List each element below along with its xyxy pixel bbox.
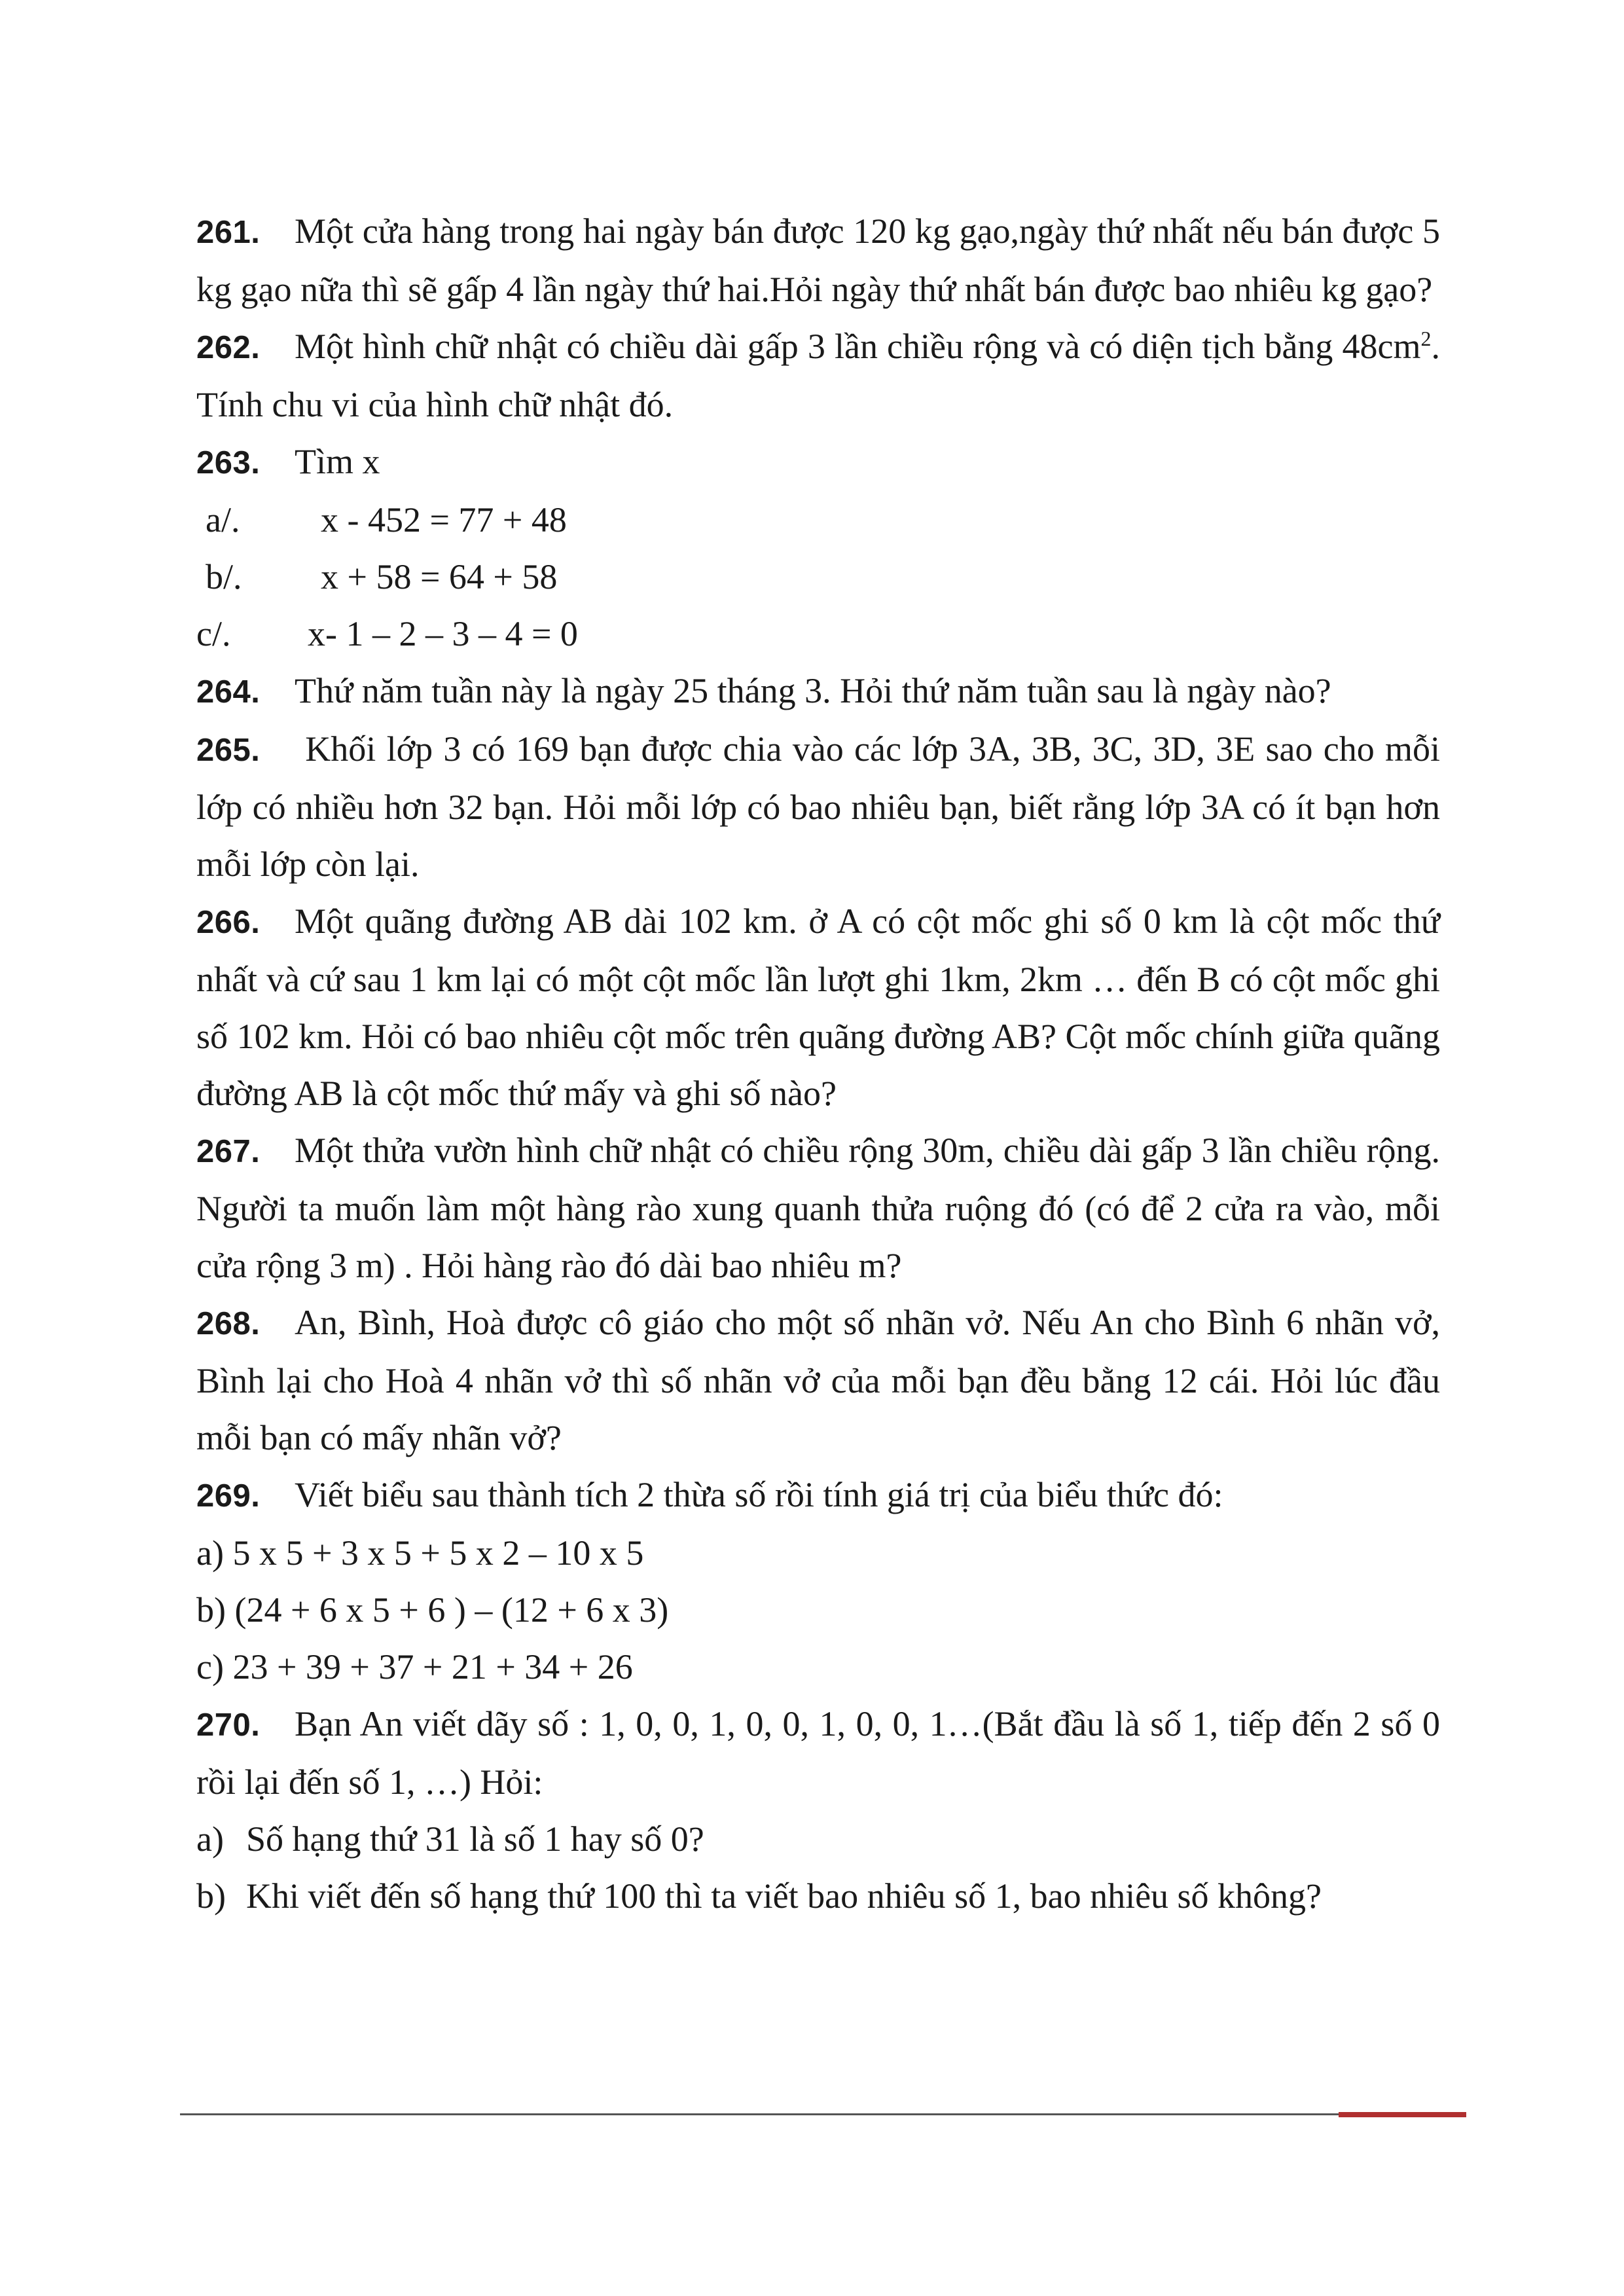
problem-263 xyxy=(196,433,1440,492)
problem-268 xyxy=(196,1294,1440,1467)
question-label: a) xyxy=(196,1819,224,1859)
problem-267 xyxy=(196,1122,1440,1294)
problem-266 xyxy=(196,893,1440,1122)
problem-number: 267. xyxy=(196,1134,261,1169)
question-b xyxy=(196,1868,1440,1925)
problem-text: Một cửa hàng trong hai ngày bán được 120 kg gạo,ngày thứ nhất nếu bán được 5 kg gạo nữa thì sẽ gấp 4 lần ngày thứ hai.Hỏi ngày thứ nhất bán được bao nhiêu kg gạo? xyxy=(196,211,1440,309)
problem-text: Tìm x xyxy=(295,442,380,481)
sub-label: b/. xyxy=(206,557,242,596)
expression-c: c) 23 + 39 + 37 + 21 + 34 + 26 xyxy=(196,1647,633,1686)
sub-label: c/. xyxy=(196,614,231,653)
problem-number: 263. xyxy=(196,445,261,481)
problem-269 xyxy=(196,1467,1440,1525)
problem-number: 261. xyxy=(196,215,261,250)
question-label: b) xyxy=(196,1876,226,1916)
problem-text: Viết biểu sau thành tích 2 thừa số rồi tính giá trị của biểu thức đó: xyxy=(295,1475,1223,1514)
question-text: Số hạng thứ 31 là số 1 hay số 0? xyxy=(246,1819,704,1859)
problem-text: Khối lớp 3 có 169 bạn được chia vào các lớp 3A, 3B, 3C, 3D, 3E sao cho mỗi lớp có nhiều hơn 32 bạn. Hỏi mỗi lớp có bao nhiêu bạn, biết rằng lớp 3A có ít bạn hơn mỗi lớp còn lại. xyxy=(196,729,1440,884)
question-text: Khi viết đến số hạng thứ 100 thì ta viết bao nhiêu số 1, bao nhiêu số không? xyxy=(246,1876,1322,1916)
problem-text-after: . Tính chu vi của hình chữ nhật đó. xyxy=(196,327,1440,424)
problem-number: 264. xyxy=(196,674,261,710)
problem-number: 270. xyxy=(196,1707,261,1743)
problem-number: 266. xyxy=(196,905,261,940)
sub-item-c xyxy=(196,606,1440,663)
superscript: 2 xyxy=(1420,327,1432,350)
sub-item-a xyxy=(196,492,1440,549)
problem-265 xyxy=(196,721,1440,893)
sub-label: a/. xyxy=(206,500,240,539)
problem-number: 268. xyxy=(196,1306,261,1341)
sub-item-b xyxy=(196,549,1440,606)
question-a xyxy=(196,1811,1440,1868)
footer-accent-bar xyxy=(1339,2112,1466,2117)
sub-expression: x- 1 – 2 – 3 – 4 = 0 xyxy=(308,614,578,653)
problem-270 xyxy=(196,1696,1440,1811)
problem-number: 265. xyxy=(196,733,261,768)
problem-text: Bạn An viết dãy số : 1, 0, 0, 1, 0, 0, 1, 0, 0, 1…(Bắt đầu là số 1, tiếp đến 2 số 0 rồi lại đến số 1, …) Hỏi: xyxy=(196,1704,1440,1802)
problem-text: Thứ năm tuần này là ngày 25 tháng 3. Hỏi thứ năm tuần sau là ngày nào? xyxy=(295,671,1331,710)
expression-b: b) (24 + 6 x 5 + 6 ) – (12 + 6 x 3) xyxy=(196,1590,669,1630)
problem-number: 262. xyxy=(196,330,261,365)
problem-264 xyxy=(196,663,1440,721)
problem-text: Một quãng đường AB dài 102 km. ở A có cột mốc ghi số 0 km là cột mốc thứ nhất và cứ sau 1 km lại có một cột mốc lần lượt ghi 1km, 2km … đến B có cột mốc ghi số 102 km. Hỏi có bao nhiêu cột mốc trên quãng đường AB? Cột mốc chính giữa quãng đường AB là cột mốc thứ mấy và ghi số nào? xyxy=(196,902,1440,1113)
problem-text: Một hình chữ nhật có chiều dài gấp 3 lần chiều rộng và có diện tịch bằng 48cm xyxy=(295,327,1421,366)
document-page xyxy=(196,203,1440,1925)
expression-a: a) 5 x 5 + 3 x 5 + 5 x 2 – 10 x 5 xyxy=(196,1533,644,1573)
problem-text: An, Bình, Hoà được cô giáo cho một số nhãn vở. Nếu An cho Bình 6 nhãn vở, Bình lại cho Hoà 4 nhãn vở thì số nhãn vở của mỗi bạn đều bằng 12 cái. Hỏi lúc đầu mỗi bạn có mấy nhãn vở? xyxy=(196,1303,1440,1457)
sub-expression: x + 58 = 64 + 58 xyxy=(321,557,558,596)
problem-number: 269. xyxy=(196,1478,261,1514)
problem-262 xyxy=(196,318,1440,433)
problem-261 xyxy=(196,203,1440,318)
footer-divider xyxy=(180,2113,1339,2115)
sub-expression: x - 452 = 77 + 48 xyxy=(321,500,567,539)
problem-text: Một thửa vườn hình chữ nhật có chiều rộng 30m, chiều dài gấp 3 lần chiều rộng. Người ta muốn làm một hàng rào xung quanh thửa ruộng đó (có để 2 cửa ra vào, mỗi cửa rộng 3 m) . Hỏi hàng rào đó dài bao nhiêu m? xyxy=(196,1131,1440,1285)
